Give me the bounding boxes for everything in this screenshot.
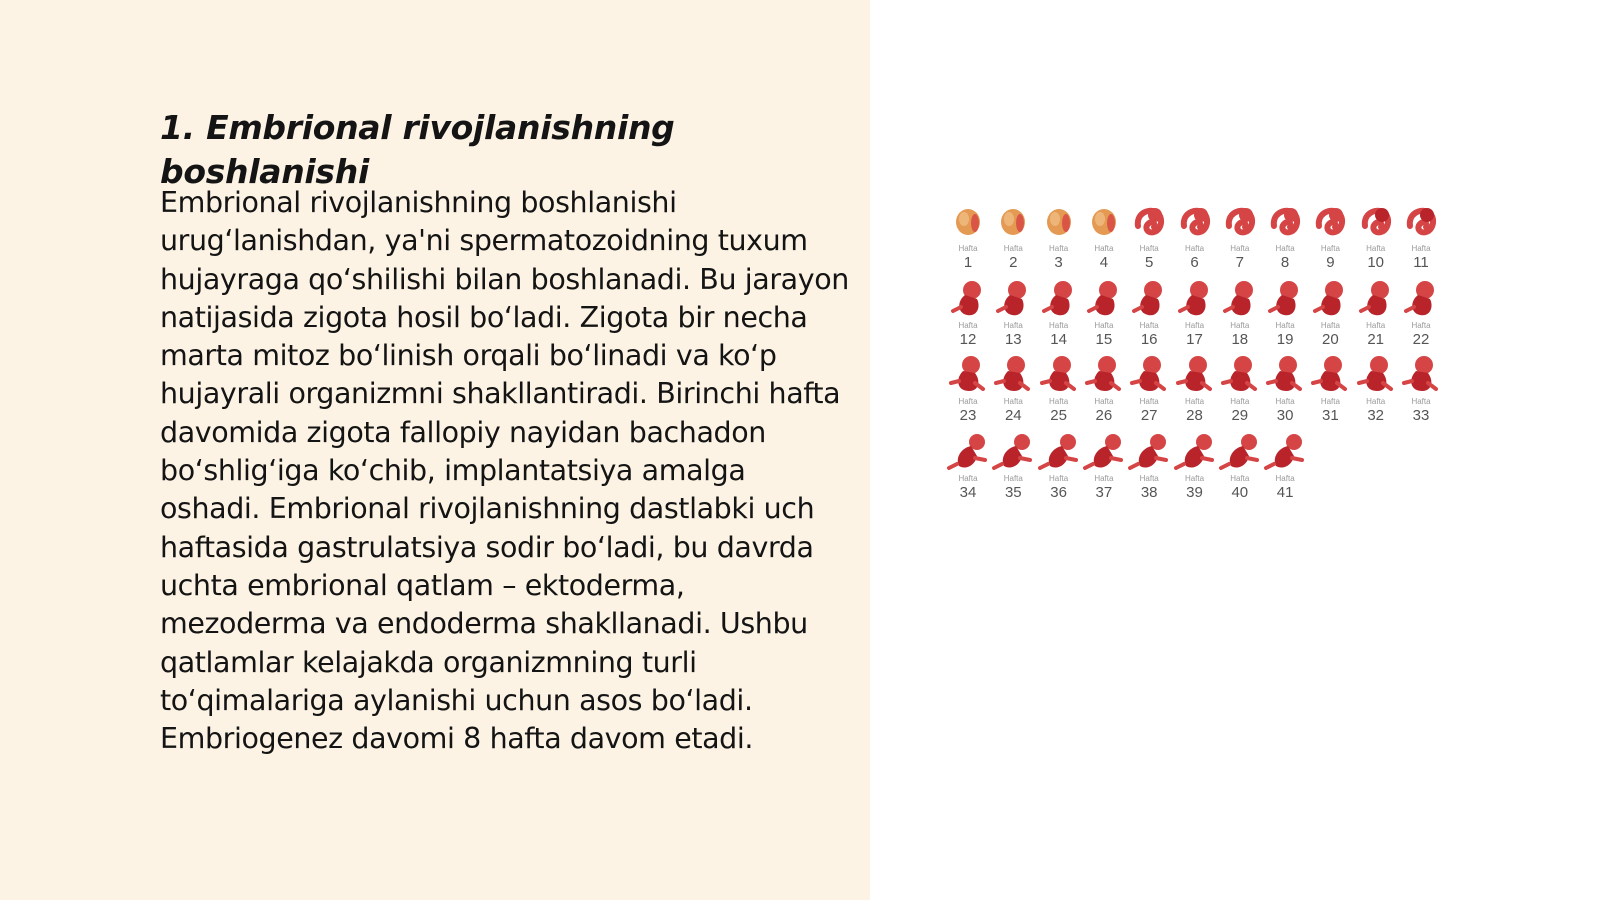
week-cell	[1081, 277, 1127, 353]
embryo-figure-icon	[1172, 277, 1218, 321]
week-number: 18	[1231, 330, 1249, 348]
week-cell	[945, 200, 991, 276]
week-caption: Hafta	[1139, 473, 1159, 483]
week-cell	[1398, 277, 1444, 353]
week-caption: Hafta	[1320, 320, 1340, 330]
week-caption: Hafta	[1320, 244, 1340, 253]
embryo-figure-icon	[1126, 353, 1172, 397]
embryo-figure-icon	[990, 353, 1036, 397]
week-cell	[1353, 353, 1399, 429]
week-number: 16	[1140, 330, 1158, 348]
week-caption: Hafta	[1094, 397, 1114, 406]
week-cell	[1172, 353, 1218, 429]
embryo-weeks-illustration	[945, 200, 1445, 515]
week-cell	[1081, 353, 1127, 429]
week-cell	[945, 277, 991, 353]
week-number: 10	[1367, 254, 1385, 271]
week-number: 36	[1050, 483, 1067, 501]
week-caption: Hafta	[1411, 244, 1431, 253]
embryo-figure-icon	[1081, 353, 1127, 397]
week-caption: Hafta	[1003, 244, 1023, 253]
embryo-figure-icon	[1353, 200, 1399, 244]
week-caption: Hafta	[1366, 320, 1386, 330]
week-caption: Hafta	[1275, 244, 1295, 253]
week-cell	[1262, 200, 1308, 276]
week-number: 21	[1367, 330, 1385, 348]
week-number: 9	[1326, 254, 1335, 271]
embryo-figure-icon	[1126, 277, 1172, 321]
week-cell	[1217, 277, 1263, 353]
week-cell	[1217, 430, 1263, 506]
week-caption: Hafta	[1411, 397, 1431, 406]
embryo-figure-icon	[1172, 430, 1218, 474]
slide-body-text: Embrional rivojlanishning boshlanishi urug‘lanishdan, ya'ni spermatozoidning tuxum hujayraga qo‘shilishi bilan boshlanadi. Bu jarayon natijasida zigota hosil bo‘ladi. Zigota bir necha marta mitoz bo‘linish orqali bo‘linadi va ko‘p hujayrali organizmni shakllantiradi. Birinchi hafta davomida zigota fallopiy nayidan bachadon bo‘shlig‘iga ko‘chib, implantatsiya amalga oshadi. Embrional rivojlanishning dastlabki uch haftasida gastrulatsiya sodir bo‘ladi, bu davrda uchta embrional qatlam – ektoderma, mezoderma va endoderma shakllanadi. Ushbu qatlamlar kelajakda organizmning turli to‘qimalariga aylanishi uchun asos bo‘ladi. Embriogenez davomi 8 hafta davom etadi.	[160, 186, 849, 756]
embryo-figure-icon	[1262, 430, 1308, 474]
embryo-figure-icon	[945, 200, 991, 244]
embryo-figure-icon	[945, 353, 991, 397]
embryo-figure-icon	[1398, 200, 1444, 244]
week-number: 11	[1413, 254, 1429, 271]
week-caption: Hafta	[1139, 244, 1159, 253]
week-caption: Hafta	[1003, 320, 1023, 330]
week-number: 17	[1186, 330, 1203, 348]
week-number: 37	[1095, 483, 1113, 501]
week-cell	[1126, 200, 1172, 276]
week-number: 41	[1276, 483, 1294, 501]
embryo-figure-icon	[1398, 353, 1444, 397]
week-caption: Hafta	[1275, 320, 1295, 330]
week-caption: Hafta	[958, 397, 978, 406]
week-cell	[1126, 353, 1172, 429]
week-number: 39	[1186, 483, 1203, 501]
week-cell	[1217, 200, 1263, 276]
embryo-figure-icon	[1307, 277, 1353, 321]
week-cell	[990, 277, 1036, 353]
week-number: 24	[1004, 407, 1022, 424]
week-caption: Hafta	[1094, 320, 1114, 330]
week-cell	[1353, 200, 1399, 276]
week-caption: Hafta	[1411, 320, 1431, 330]
embryo-figure-icon	[1036, 277, 1082, 321]
week-cell	[945, 353, 991, 429]
week-caption: Hafta	[1049, 473, 1069, 483]
week-caption: Hafta	[1366, 244, 1386, 253]
week-cell	[1262, 430, 1308, 506]
week-number: 5	[1145, 254, 1154, 271]
week-caption: Hafta	[1184, 244, 1205, 253]
week-number: 15	[1095, 330, 1113, 348]
week-number: 20	[1322, 330, 1339, 348]
embryo-figure-icon	[1081, 277, 1127, 321]
week-caption: Hafta	[1184, 397, 1205, 406]
embryo-figure-icon	[1217, 200, 1263, 244]
week-cell	[1036, 430, 1082, 506]
embryo-figure-icon	[1172, 200, 1218, 244]
embryo-figure-icon	[1353, 277, 1399, 321]
week-cell	[1353, 277, 1399, 353]
week-number: 26	[1095, 407, 1113, 424]
week-caption: Hafta	[1139, 320, 1159, 330]
week-number: 12	[959, 330, 977, 348]
embryo-figure-icon	[1307, 353, 1353, 397]
embryo-figure-icon	[1353, 353, 1399, 397]
week-cell	[1172, 277, 1218, 353]
week-caption: Hafta	[1366, 397, 1386, 406]
embryo-figure-icon	[1036, 200, 1082, 244]
week-number: 28	[1186, 407, 1203, 424]
week-caption: Hafta	[958, 473, 978, 483]
week-caption: Hafta	[1049, 320, 1069, 330]
week-caption: Hafta	[1230, 320, 1250, 330]
week-cell	[990, 353, 1036, 429]
week-number: 34	[959, 483, 977, 501]
slide-title: 1. Embrional rivojlanishning boshlanishi	[160, 108, 675, 191]
week-cell	[990, 430, 1036, 506]
embryo-figure-icon	[1307, 200, 1353, 244]
embryo-figure-icon	[945, 430, 991, 474]
week-number: 31	[1322, 407, 1339, 424]
week-number: 40	[1231, 483, 1249, 501]
embryo-figure-icon	[1036, 353, 1082, 397]
week-caption: Hafta	[1139, 397, 1159, 406]
week-number: 14	[1050, 330, 1067, 348]
week-number: 23	[959, 407, 977, 424]
week-cell	[1081, 200, 1127, 276]
week-caption: Hafta	[1049, 244, 1069, 253]
embryo-figure-icon	[1126, 200, 1172, 244]
week-cell	[1036, 277, 1082, 353]
embryo-figure-icon	[990, 200, 1036, 244]
embryo-figure-icon	[945, 277, 991, 321]
embryo-figure-icon	[1126, 430, 1172, 474]
embryo-figure-icon	[1081, 200, 1127, 244]
week-number: 35	[1004, 483, 1022, 501]
week-cell	[990, 200, 1036, 276]
embryo-figure-icon	[1262, 277, 1308, 321]
embryo-figure-icon	[1036, 430, 1082, 474]
embryo-figure-icon	[990, 430, 1036, 474]
week-caption: Hafta	[1184, 473, 1205, 483]
week-number: 29	[1231, 407, 1249, 424]
week-caption: Hafta	[1003, 397, 1023, 406]
week-number: 30	[1276, 407, 1294, 424]
week-cell	[1217, 353, 1263, 429]
week-caption: Hafta	[1230, 473, 1250, 483]
embryo-figure-icon	[1262, 353, 1308, 397]
week-number: 1	[963, 254, 973, 271]
week-cell	[1262, 353, 1308, 429]
week-cell	[1036, 200, 1082, 276]
embryo-figure-icon	[1262, 200, 1308, 244]
week-caption: Hafta	[1094, 244, 1114, 253]
week-cell	[1307, 353, 1353, 429]
week-cell	[1262, 277, 1308, 353]
week-number: 3	[1054, 254, 1063, 271]
embryo-figure-icon	[1217, 353, 1263, 397]
week-caption: Hafta	[1094, 473, 1114, 483]
week-number: 25	[1050, 407, 1067, 424]
week-cell	[1307, 200, 1353, 276]
week-caption: Hafta	[1230, 244, 1250, 253]
week-number: 33	[1412, 407, 1430, 424]
week-caption: Hafta	[1184, 320, 1205, 330]
week-cell	[1126, 277, 1172, 353]
week-cell	[1172, 430, 1218, 506]
week-caption: Hafta	[958, 244, 978, 253]
embryo-figure-icon	[1217, 430, 1263, 474]
week-cell	[1398, 200, 1444, 276]
embryo-figure-icon	[1217, 277, 1263, 321]
week-cell	[1172, 200, 1218, 276]
week-number: 4	[1099, 254, 1109, 271]
embryo-figure-icon	[1172, 353, 1218, 397]
week-number: 19	[1276, 330, 1294, 348]
week-caption: Hafta	[1320, 397, 1340, 406]
embryo-figure-icon	[1081, 430, 1127, 474]
week-number: 38	[1140, 483, 1158, 501]
week-cell	[1126, 430, 1172, 506]
week-cell	[1081, 430, 1127, 506]
week-number: 8	[1280, 254, 1290, 271]
week-cell	[1398, 353, 1444, 429]
week-caption: Hafta	[1275, 397, 1295, 406]
week-number: 22	[1412, 330, 1430, 348]
week-number: 13	[1004, 330, 1022, 348]
week-caption: Hafta	[958, 320, 978, 330]
week-number: 27	[1140, 407, 1158, 424]
week-number: 32	[1367, 407, 1385, 424]
embryo-figure-icon	[1398, 277, 1444, 321]
week-caption: Hafta	[1003, 473, 1023, 483]
week-cell	[1307, 277, 1353, 353]
week-caption: Hafta	[1049, 397, 1069, 406]
week-caption: Hafta	[1275, 473, 1295, 483]
embryo-figure-icon	[990, 277, 1036, 321]
week-number: 6	[1190, 254, 1199, 271]
week-number: 2	[1009, 254, 1018, 271]
week-cell	[945, 430, 991, 506]
week-number: 7	[1235, 254, 1244, 271]
week-caption: Hafta	[1230, 397, 1250, 406]
week-cell	[1036, 353, 1082, 429]
